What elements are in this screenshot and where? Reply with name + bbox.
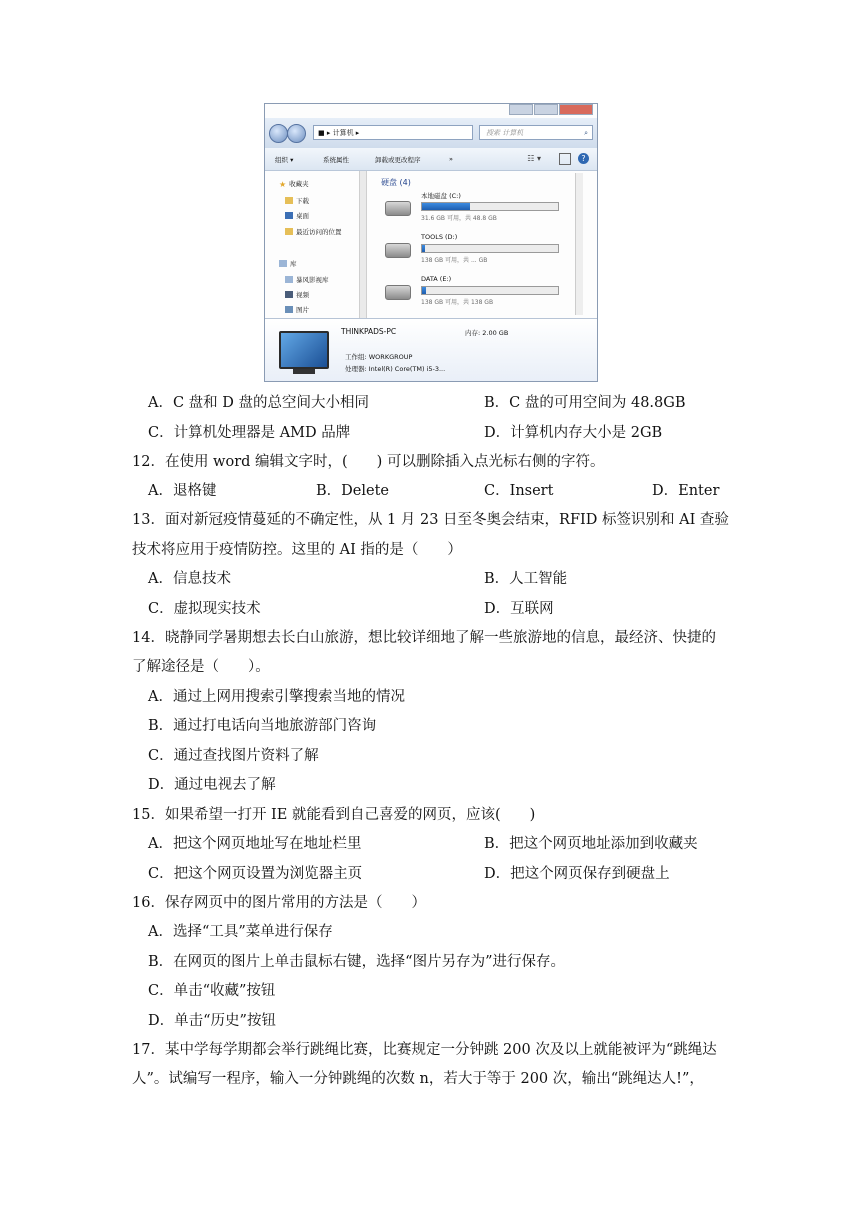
section-title: 硬盘 (4) xyxy=(381,178,411,187)
preview-pane-icon xyxy=(559,153,571,165)
video-icon xyxy=(285,291,293,298)
maximize-icon xyxy=(534,104,558,115)
workgroup-info: 工作组: WORKGROUP xyxy=(345,353,413,361)
nav-item-recent xyxy=(285,227,342,236)
text-line: C．单击“收藏”按钮 xyxy=(148,983,276,999)
text-line: D．互联网 xyxy=(484,601,554,617)
folder-icon xyxy=(285,197,293,204)
text-line: 14．晓静同学暑期想去长白山旅游，想比较详细地了解一些旅游地的信息，最经济、快捷的 xyxy=(132,630,716,646)
address-bar: ■ ▸ 计算机 ▸ xyxy=(313,125,473,140)
drive-c xyxy=(385,191,555,227)
help-icon: ? xyxy=(578,153,589,164)
processor-info: 处理器: Intel(R) Core(TM) i5-3... xyxy=(345,365,446,373)
nav-item-label: 下载 xyxy=(296,197,309,205)
folder-icon xyxy=(285,228,293,235)
nav-item-label: 暴风影视库 xyxy=(296,276,329,284)
text-line: B．通过打电话向当地旅游部门咨询 xyxy=(148,718,377,734)
nav-item-label: 库 xyxy=(290,260,297,268)
back-arrow-icon xyxy=(269,124,288,143)
drive-free-space: 31.6 GB 可用，共 48.8 GB xyxy=(421,215,497,222)
text-line: A．通过上网用搜索引擎搜索当地的情况 xyxy=(148,689,405,705)
computer-name: THINKPADS-PC xyxy=(341,327,397,336)
nav-item-label: 图片 xyxy=(296,306,309,314)
text-line: A．选择“工具”菜单进行保存 xyxy=(148,924,333,940)
star-icon: ★ xyxy=(279,180,287,189)
text-line: 17．某中学每学期都会举行跳绳比赛，比赛规定一分钟跳 200 次及以上就能被评为“跳绳达 xyxy=(132,1042,717,1058)
usage-bar xyxy=(421,244,559,253)
text-line: B．在网页的图片上单击鼠标右键，选择“图片另存为”进行保存。 xyxy=(148,954,565,970)
usage-fill xyxy=(422,287,426,294)
more-chevron-icon: » xyxy=(449,155,453,163)
nav-item-favorites xyxy=(279,179,309,189)
desktop-icon xyxy=(285,212,293,219)
text-line: A．把这个网页地址写在地址栏里 xyxy=(148,836,362,852)
library-icon xyxy=(285,276,293,283)
text-line: C．通过查找图片资料了解 xyxy=(148,748,319,764)
navigation-pane xyxy=(265,171,359,319)
text-line: 13．面对新冠疫情蔓延的不确定性，从 1 月 23 日至冬奥会结束，RFID 标签识别和 AI 查验 xyxy=(132,512,729,528)
text-line: 15．如果希望一打开 IE 就能看到自己喜爱的网页，应该( ) xyxy=(132,807,536,823)
text-line: D．通过电视去了解 xyxy=(148,777,276,793)
text-line: A．C 盘和 D 盘的总空间大小相同 xyxy=(148,395,370,411)
text-line: 16．保存网页中的图片常用的方法是（ ） xyxy=(132,895,426,911)
text-line: D．Enter xyxy=(652,483,720,499)
text-line: C．把这个网页设置为浏览器主页 xyxy=(148,866,363,882)
text-line: B．把这个网页地址添加到收藏夹 xyxy=(484,836,698,852)
nav-item-label: 桌面 xyxy=(296,212,309,220)
nav-item-pictures xyxy=(285,305,309,314)
memory-info: 内存: 2.00 GB xyxy=(465,329,509,337)
system-properties-button: 系统属性 xyxy=(323,156,349,164)
nav-item-label: 收藏夹 xyxy=(289,180,309,188)
nav-item-label: 视频 xyxy=(296,291,309,299)
usage-fill xyxy=(422,203,470,210)
drive-name: 本地磁盘 (C:) xyxy=(421,192,461,200)
text-line: 技术将应用于疫情防控。这里的 AI 指的是（ ） xyxy=(132,542,462,558)
minimize-icon xyxy=(509,104,533,115)
nav-item-downloads xyxy=(285,196,309,205)
content-scrollbar xyxy=(575,173,583,315)
text-line: C．Insert xyxy=(484,483,554,499)
hard-drive-icon xyxy=(385,201,411,216)
text-line: D．单击“历史”按钮 xyxy=(148,1013,276,1029)
drive-d xyxy=(385,233,555,269)
organize-menu: 组织 ▾ xyxy=(275,156,294,164)
drive-e xyxy=(385,275,555,311)
drive-name: TOOLS (D:) xyxy=(421,233,458,241)
text-line: 12．在使用 word 编辑文字时，( ) 可以删除插入点光标右侧的字符。 xyxy=(132,454,605,470)
drives-pane xyxy=(375,173,575,318)
nav-item-libraries xyxy=(279,259,297,268)
drive-name: DATA (E:) xyxy=(421,275,452,283)
nav-scrollbar xyxy=(359,171,367,319)
text-line: A．信息技术 xyxy=(148,571,231,587)
nav-item-videos xyxy=(285,290,309,299)
text-line: D．计算机内存大小是 2GB xyxy=(484,425,663,441)
computer-stand-icon xyxy=(293,369,315,374)
text-line: C．虚拟现实技术 xyxy=(148,601,261,617)
details-pane xyxy=(265,318,597,382)
text-line: B．C 盘的可用空间为 48.8GB xyxy=(484,395,686,411)
drive-free-space: 138 GB 可用，共 ... GB xyxy=(421,257,488,264)
forward-arrow-icon xyxy=(287,124,306,143)
text-line: A．退格键 xyxy=(148,483,217,499)
hard-drive-icon xyxy=(385,243,411,258)
computer-icon xyxy=(279,331,329,369)
close-icon xyxy=(559,104,593,115)
view-options-icon: ☷ ▾ xyxy=(527,154,541,163)
usage-fill xyxy=(422,245,425,252)
text-line: 了解途径是（ ）。 xyxy=(132,659,270,675)
nav-item-label: 最近访问的位置 xyxy=(296,228,342,236)
hard-drive-icon xyxy=(385,285,411,300)
text-line: 人”。试编写一程序，输入一分钟跳绳的次数 n，若大于等于 200 次，输出“跳绳达人!”， xyxy=(132,1071,704,1087)
drive-free-space: 138 GB 可用，共 138 GB xyxy=(421,299,494,306)
command-bar xyxy=(265,148,597,171)
window-controls xyxy=(509,104,593,115)
nav-item-baofeng xyxy=(285,275,329,284)
text-line: B．人工智能 xyxy=(484,571,568,587)
text-line: D．把这个网页保存到硬盘上 xyxy=(484,866,670,882)
uninstall-program-button: 卸载或更改程序 xyxy=(375,156,421,164)
text-line: B．Delete xyxy=(316,483,389,499)
text-line: C．计算机处理器是 AMD 品牌 xyxy=(148,425,351,441)
picture-icon xyxy=(285,306,293,313)
explorer-screenshot xyxy=(264,103,598,382)
search-box xyxy=(479,125,593,140)
library-icon xyxy=(279,260,287,267)
address-row xyxy=(265,118,597,148)
usage-bar xyxy=(421,286,559,295)
search-icon: ⌕ xyxy=(584,129,588,137)
nav-item-desktop xyxy=(285,211,309,220)
usage-bar xyxy=(421,202,559,211)
search-placeholder: 搜索 计算机 xyxy=(486,129,524,137)
